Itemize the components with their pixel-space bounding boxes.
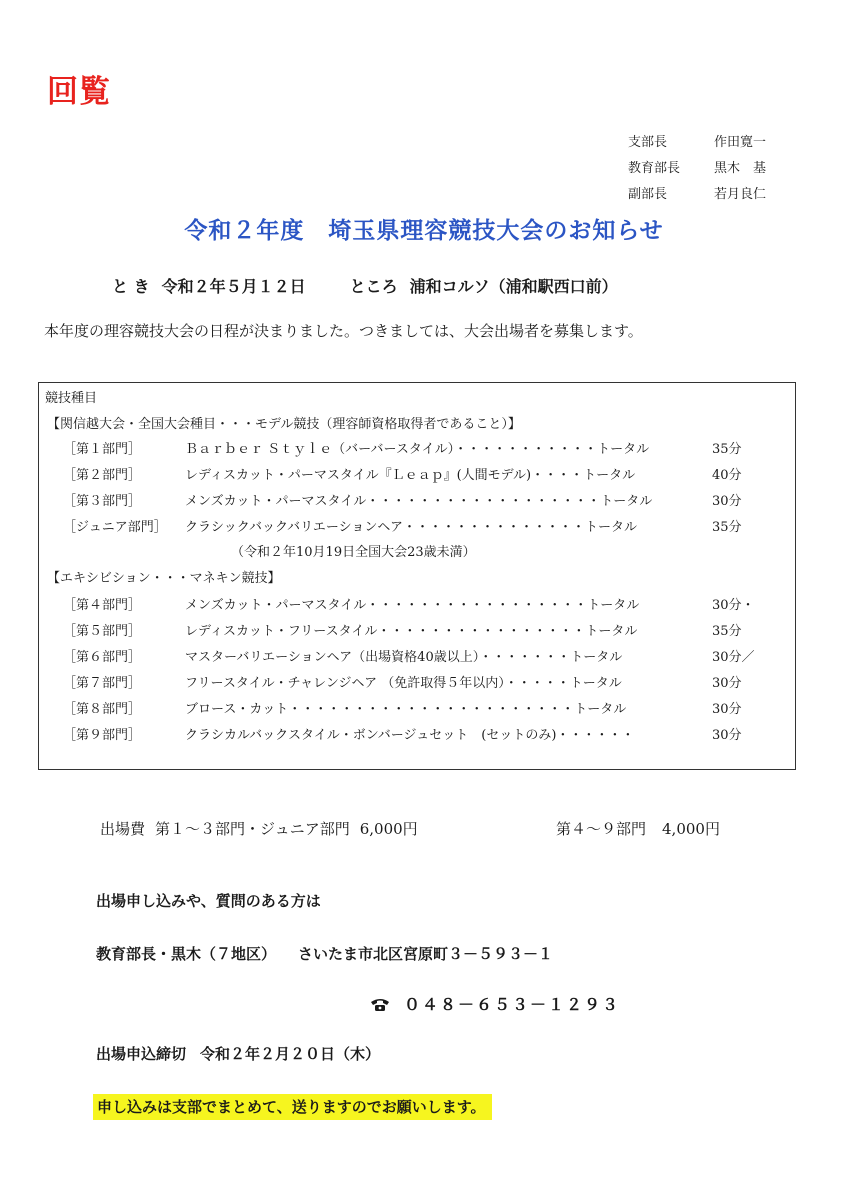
event-row [39, 490, 795, 510]
officer-row [628, 157, 766, 176]
fee-label: 出場費 [100, 820, 146, 838]
fee-line-1 [100, 818, 418, 839]
junior-note: （令和２年10月19日全国大会23歳未満） [231, 545, 476, 560]
event-name: Ｂａｒｂｅｒ Ｓｔｙｌｅ（バーバースタイル）・・・・・・・・・・・トータル [185, 442, 650, 457]
event-division: ［第６部門］ [63, 650, 142, 665]
event-duration: 35分 [712, 520, 742, 535]
event-division: ［第３部門］ [63, 494, 142, 509]
event-name: メンズカット・パーマスタイル・・・・・・・・・・・・・・・・・トータル [185, 598, 640, 613]
event-division: ［第２部門］ [63, 468, 142, 483]
event-division: ［ジュニア部門］ [63, 520, 167, 535]
event-row [39, 594, 795, 614]
event-name: フリースタイル・チャレンジヘア （免許取得５年以内）・・・・・トータル [185, 676, 622, 691]
event-division: ［第７部門］ [63, 676, 142, 691]
event-duration: 40分 [712, 468, 742, 483]
date-label: と き [112, 277, 150, 296]
highlighted-note: 申し込みは支部でまとめて、送りますのでお願いします。 [93, 1094, 492, 1120]
event-name: レディスカット・フリースタイル・・・・・・・・・・・・・・・・トータル [185, 624, 638, 639]
telephone-icon [370, 997, 390, 1016]
date-value: 令和２年５月１２日 [161, 277, 306, 296]
fee1-amount: 6,000円 [359, 820, 418, 838]
place-label: ところ [349, 277, 398, 296]
event-duration: 35分 [712, 624, 742, 639]
event-duration: 30分 [712, 728, 742, 743]
event-division: ［第８部門］ [63, 702, 142, 717]
fee2-desc: 第４～９部門 [556, 820, 647, 838]
deadline-label: 出場申込締切 [96, 1045, 187, 1063]
deadline-line [96, 1043, 380, 1064]
apply-heading: 出場申し込みや、質問のある方は [96, 892, 321, 910]
contact-person: 教育部長・黒木（７地区） [96, 945, 277, 963]
event-duration: 30分／ [712, 650, 755, 665]
officer-name: 若月良仁 [714, 187, 767, 202]
phone-line [370, 992, 620, 1016]
officer-name: 作田寛一 [714, 135, 767, 150]
event-division: ［第５部門］ [63, 624, 142, 639]
date-place-line [112, 274, 618, 297]
event-division: ［第９部門］ [63, 728, 142, 743]
place-value: 浦和コルソ（浦和駅西口前） [409, 277, 618, 296]
officer-row [628, 131, 766, 150]
officer-role: 教育部長 [628, 161, 681, 176]
intro-text: 本年度の理容競技大会の日程が決まりました。つきましては、大会出場者を募集します。 [44, 322, 643, 340]
officer-row [628, 183, 766, 202]
event-name: ブロース・カット・・・・・・・・・・・・・・・・・・・・・・トータル [185, 702, 627, 717]
circulate-stamp: 回覧 [47, 74, 111, 110]
group1-heading: 【関信越大会・全国大会種目・・・モデル競技（理容師資格取得者であること）】 [47, 417, 521, 432]
event-name: クラシカルバックスタイル・ボンバージュセット (セットのみ)・・・・・・ [185, 728, 635, 743]
event-name: メンズカット・パーマスタイル・・・・・・・・・・・・・・・・・・トータル [185, 494, 653, 509]
contact-line [96, 943, 553, 964]
page-title: 令和２年度 埼玉県理容競技大会のお知らせ [184, 218, 664, 244]
event-row [39, 620, 795, 640]
event-division: ［第４部門］ [63, 598, 142, 613]
fee2-amount: 4,000円 [662, 820, 720, 838]
event-duration: 35分 [712, 442, 742, 457]
event-duration: 30分 [712, 702, 742, 717]
event-row [39, 698, 795, 718]
group2-heading: 【エキシビション・・・マネキン競技】 [47, 571, 281, 586]
event-row [39, 438, 795, 458]
event-row [39, 516, 795, 536]
officer-role: 副部長 [628, 187, 668, 202]
event-division: ［第１部門］ [63, 442, 142, 457]
contact-address: さいたま市北区宮原町３－５９３－１ [298, 945, 554, 963]
events-box [38, 382, 796, 770]
event-row [39, 464, 795, 484]
events-heading: 競技種目 [45, 391, 98, 406]
event-name: マスターバリエーションヘア（出場資格40歳以上）・・・・・・・トータル [185, 650, 623, 665]
event-row [39, 646, 795, 666]
event-row [39, 724, 795, 744]
fee1-desc: 第１～３部門・ジュニア部門 [155, 820, 350, 838]
event-duration: 30分 [712, 494, 742, 509]
officer-role: 支部長 [628, 135, 668, 150]
deadline-value: 令和２年２月２０日（木） [200, 1045, 381, 1063]
fee-line-2 [556, 818, 720, 839]
event-name: クラシックバックバリエーションヘア・・・・・・・・・・・・・・トータル [185, 520, 638, 535]
event-name: レディスカット・パーマスタイル『Ｌｅａｐ』(人間モデル)・・・・トータル [185, 468, 636, 483]
phone-number: ０４８－６５３－１２９３ [404, 995, 621, 1014]
event-duration: 30分・ [712, 598, 755, 613]
officer-name: 黒木 基 [714, 161, 767, 176]
event-duration: 30分 [712, 676, 742, 691]
event-row [39, 672, 795, 692]
